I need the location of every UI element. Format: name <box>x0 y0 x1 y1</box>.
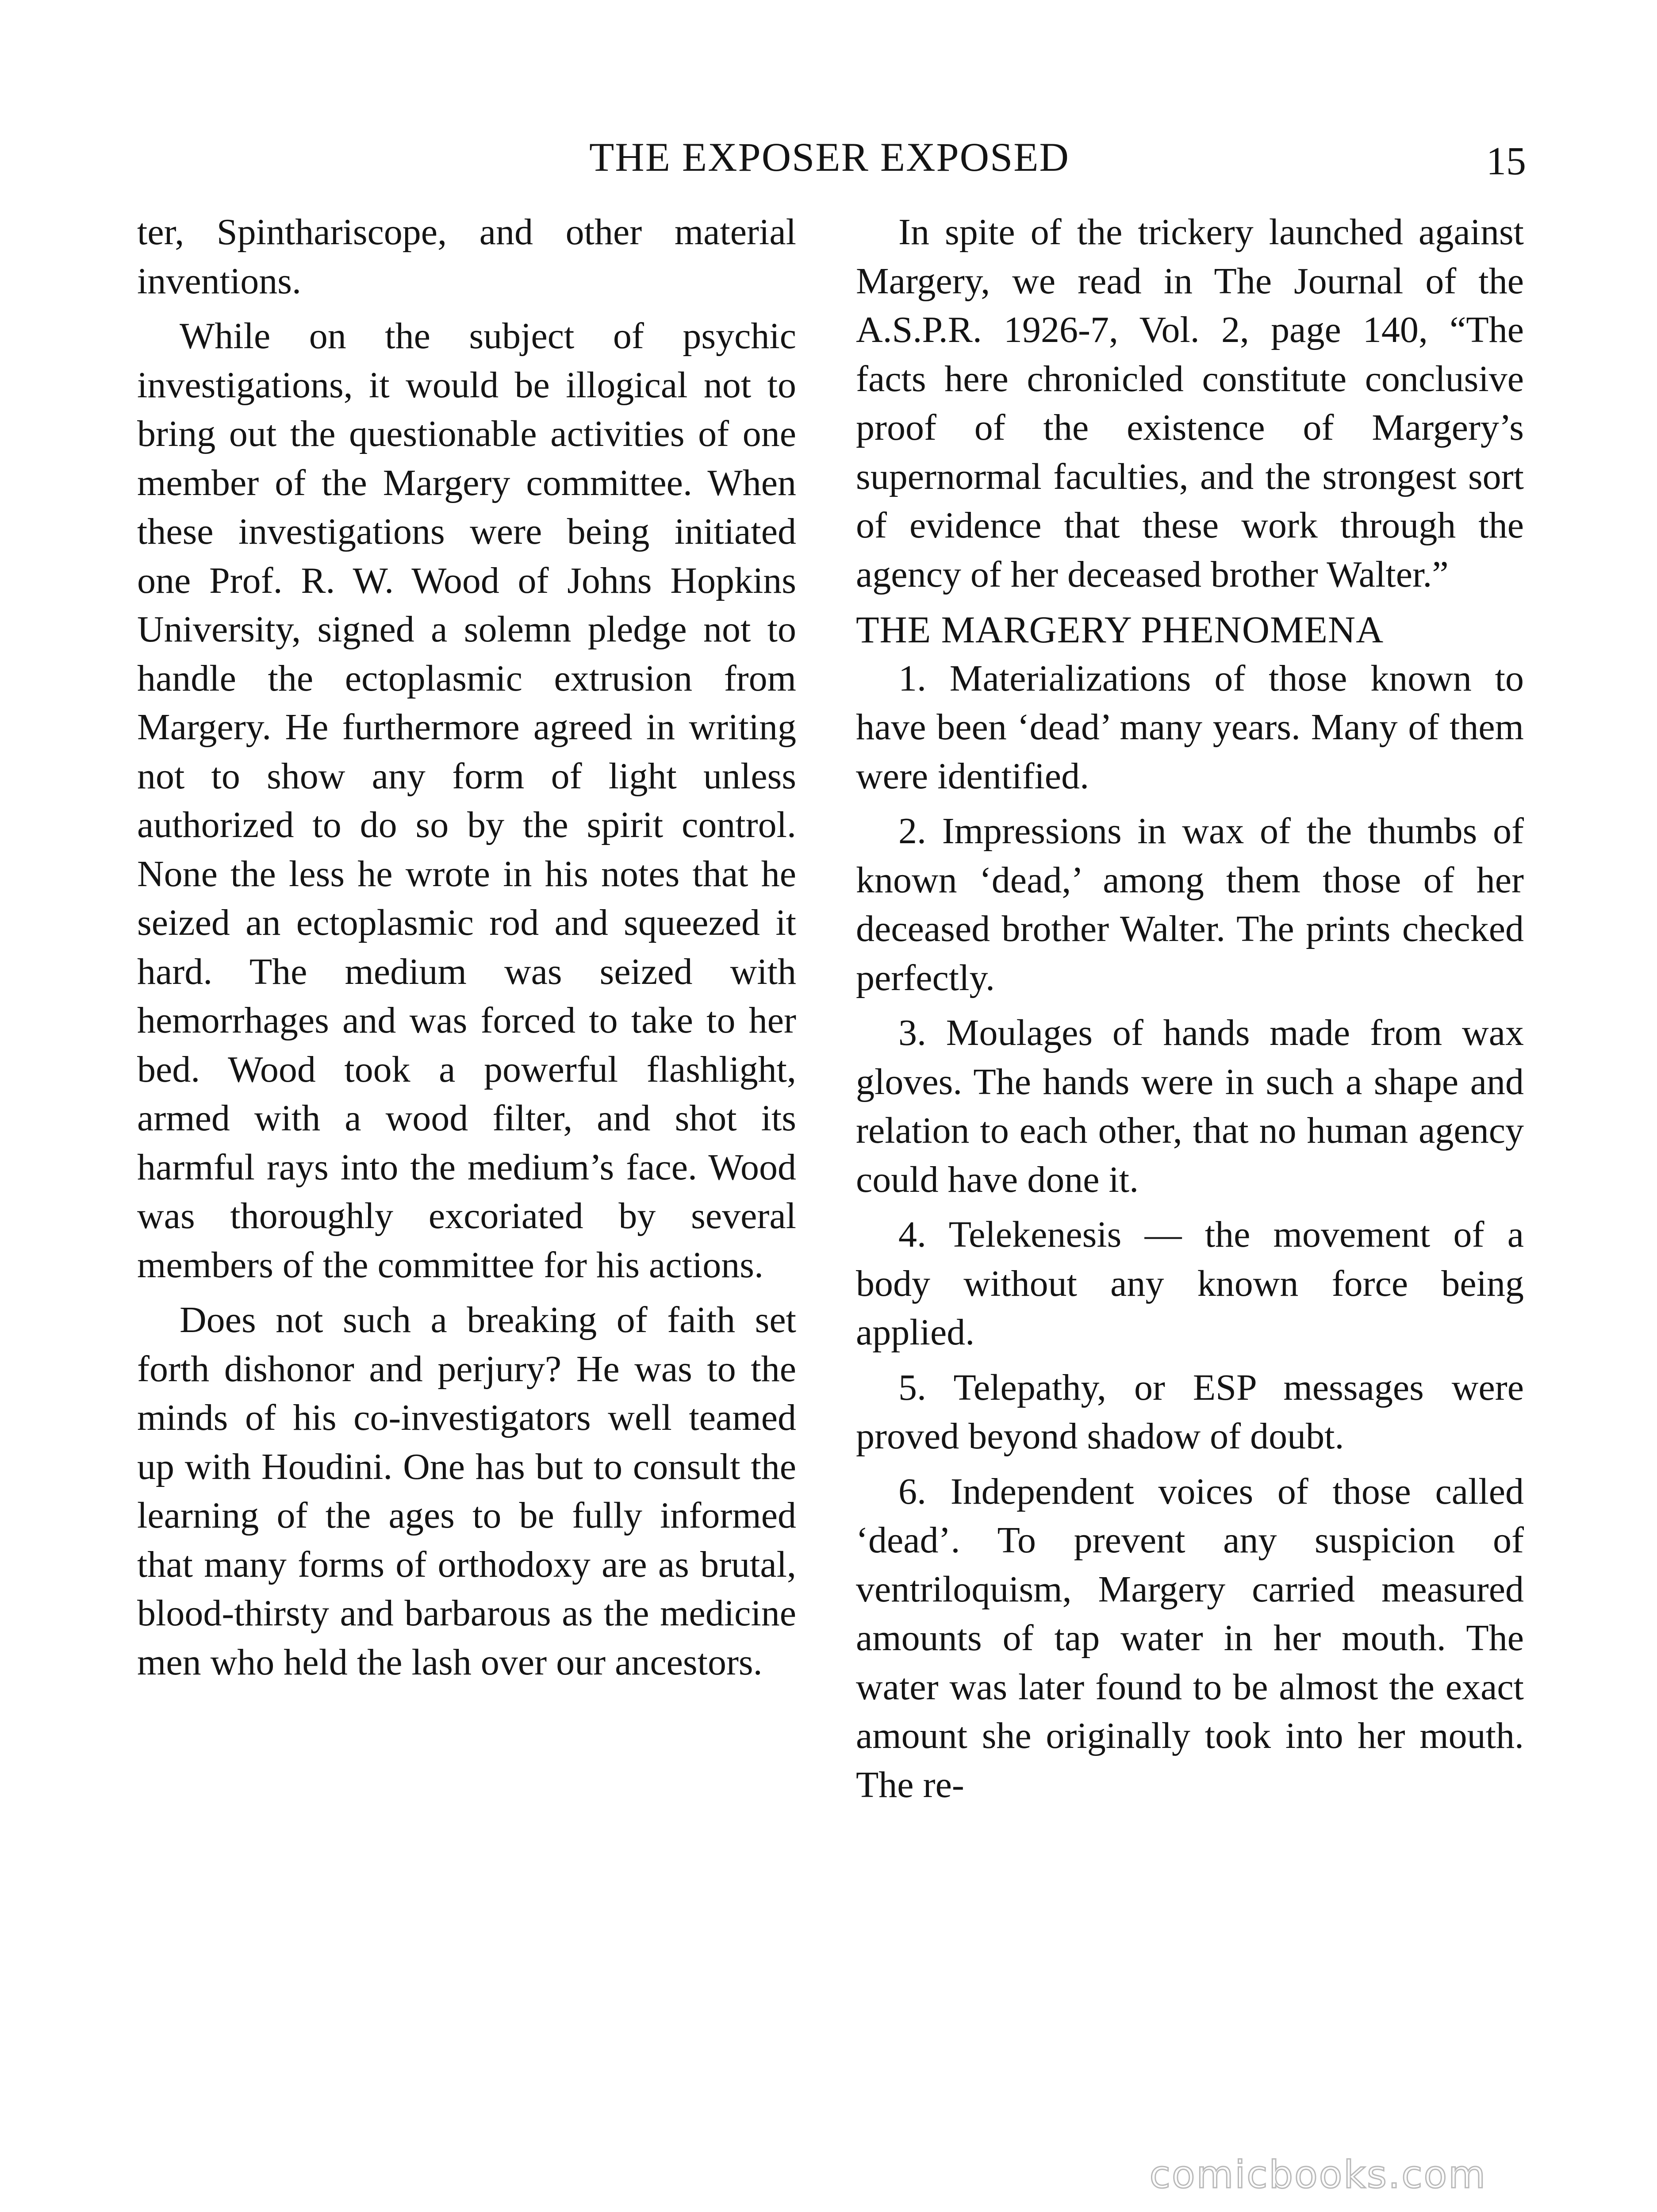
section-heading: THE MARGERY PHENOMENA <box>856 608 1384 651</box>
watermark: comicbooks.com <box>1149 2153 1487 2197</box>
list-item: 1. Materializations of those known to have been ‘dead’ many years. Many of them were identified. <box>856 657 1524 797</box>
paragraph-continued: ter, Spinthariscope, and other material inventions. <box>137 211 796 302</box>
left-column <box>137 208 796 1693</box>
paragraph-wood-investigation: While on the subject of psychic investigations, it would be illogical not to bring out the questionable activities of one member of the Margery committee. When these investigations were being initiated one Prof. R. W. Wood of Johns Hopkins University, signed a solemn pledge not to handle the ectoplasmic extrusion from Margery. He furthermore agreed in writing not to show any form of light unless authorized to do so by the spirit control. None the less he wrote in his notes that he seized an ectoplasmic rod and squeezed it hard. The medium was seized with hemorrhages and was forced to take to her bed. Wood took a powerful flashlight, armed with a wood filter, and shot its harmful rays into the medium’s face. Wood was thoroughly excoriated by several members of the committee for his actions. <box>137 315 796 1286</box>
running-head <box>133 131 1526 184</box>
paragraph-breaking-faith: Does not such a breaking of faith set forth dishonor and perjury? He was to the minds of his co-investigators well teamed up with Houdini. One has but to consult the learning of the ages to be fully informed that many forms of orthodoxy are as brutal, blood-thirsty and barbarous as the medicine men who held the lash over our ancestors. <box>137 1299 796 1683</box>
right-column <box>856 208 1524 1816</box>
list-item: 2. Impressions in wax of the thumbs of known ‘dead,’ among them those of her deceased brother Walter. The prints checked perfectly. <box>856 810 1524 998</box>
running-title: THE EXPOSER EXPOSED <box>589 134 1070 180</box>
paragraph-aspr-quote: In spite of the trickery launched against Margery, we read in The Journal of the A.S.P.R. 1926-7, Vol. 2, page 140, “The facts here chronicled constitute conclusive proof of the existence of Margery’s supernormal faculties, and the strongest sort of evidence that these work through the agency of her deceased brother Walter.” <box>856 211 1524 595</box>
list-item: 4. Telekenesis — the movement of a body without any known force being applied. <box>856 1214 1524 1353</box>
list-item: 3. Moulages of hands made from wax gloves. The hands were in such a shape and relation to each other, that no human agency could have done it. <box>856 1012 1524 1200</box>
list-item: 5. Telepathy, or ESP messages were proved beyond shadow of doubt. <box>856 1367 1524 1457</box>
page-number: 15 <box>1486 139 1526 183</box>
list-item: 6. Independent voices of those called ‘dead’. To prevent any suspicion of ventriloquism, Margery carried measured amounts of tap water in her mouth. The water was later found to be almost the exact amount she originally took into her mouth. The re- <box>856 1471 1524 1805</box>
